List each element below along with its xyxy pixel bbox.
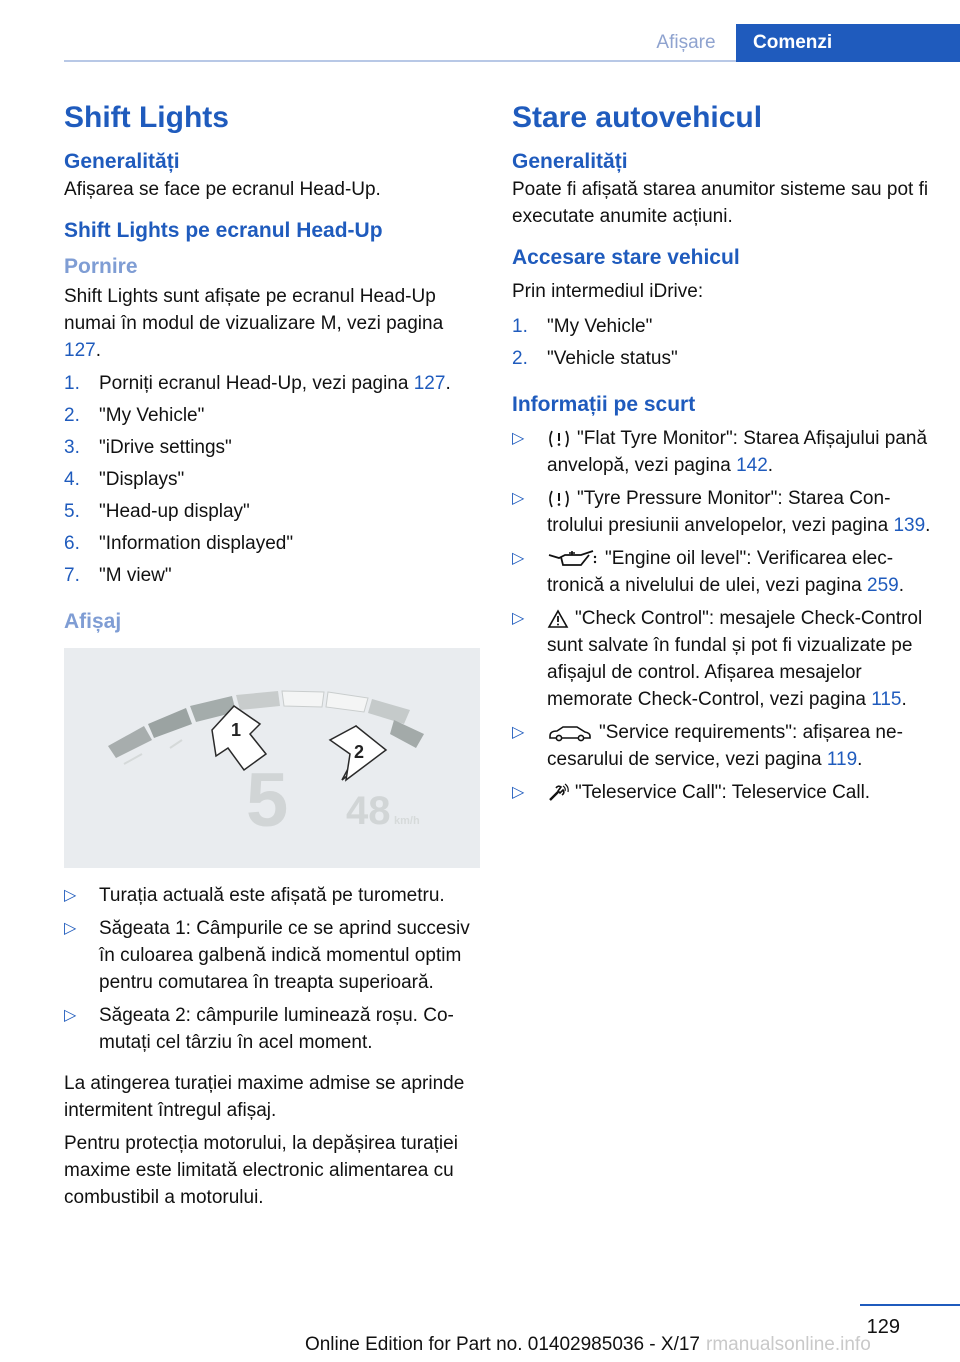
figure-bullets (64, 882, 484, 1062)
heading-general: Generalități (512, 150, 628, 173)
paragraph-max-rpm: La atingerea turației maxime admise se aprinde intermitent întregul afișaj. (64, 1073, 465, 1121)
step-text: "Vehicle status" (547, 348, 678, 369)
list-item (512, 485, 932, 545)
general-text: Afișarea se face pe ecranul Head-Up. (64, 179, 381, 200)
step-number: 2. (64, 405, 80, 426)
info-text: "Service requirements": afișarea necesarului de service, vezi pagina (547, 722, 903, 770)
step-text: Porniți ecranul Head-Up, vezi pagina (99, 373, 414, 394)
start-text-end: . (95, 340, 101, 361)
speed-unit: km/h (394, 815, 420, 827)
heading-general: Generalități (64, 150, 180, 173)
shift-lights-illustration (64, 648, 480, 868)
tab-comenzi[interactable] (736, 24, 960, 62)
tab-afisare[interactable]: Afișare (656, 32, 716, 53)
list-item (64, 1002, 484, 1062)
general-text: Poate fi afișată starea anumitor sisteme sau pot fi executate anumite acțiuni. (512, 179, 929, 227)
bullet-triangle-icon: ▷ (512, 784, 525, 801)
page-link-142[interactable]: 142 (736, 455, 768, 476)
speed-value: 48 (346, 789, 391, 833)
list-item (64, 530, 484, 562)
tab-comenzi-label: Comenzi (753, 32, 833, 53)
step-number: 6. (64, 533, 80, 554)
info-text-end: . (925, 515, 931, 536)
gear-number: 5 (246, 758, 289, 843)
car-service-icon (547, 723, 593, 743)
page-link-119[interactable]: 119 (826, 749, 858, 770)
info-text-end: . (857, 749, 863, 770)
arrow-1-label: 1 (231, 720, 242, 740)
list-item (512, 425, 932, 485)
heading-start: Pornire (64, 255, 138, 278)
access-text: Prin intermediul iDrive: (512, 281, 704, 302)
page-link-127[interactable]: 127 (64, 340, 96, 361)
page-link-139[interactable]: 139 (893, 515, 926, 536)
page-number: 129 (866, 1316, 900, 1338)
step-text: "Displays" (99, 469, 185, 490)
step-number: 2. (512, 348, 528, 369)
step-text: "My Vehicle" (99, 405, 205, 426)
bullet-triangle-icon: ▷ (512, 430, 525, 447)
step-number: 7. (64, 565, 80, 586)
bullet-text: Săgeata 1: Câmpurile ce se aprind succesiv în culoarea galbenă indică momentul optim pentru comutarea în treapta superioară. (99, 918, 470, 993)
list-item (512, 605, 932, 719)
step-text: "Head-up display" (99, 501, 250, 522)
bullet-triangle-icon: ▷ (512, 490, 525, 507)
arrow-2 (330, 726, 386, 780)
list-item (512, 719, 932, 779)
info-text-end: . (898, 575, 905, 596)
page-link-127[interactable]: 127 (413, 373, 446, 394)
tyre-warning-icon (547, 429, 571, 449)
left-column (64, 98, 484, 1217)
info-text: "Tyre Pressure Monitor": Starea Controlului presiunii anvelopelor, vezi pagina (547, 488, 894, 536)
step-text-end: . (445, 373, 451, 394)
heading-info: Informații pe scurt (512, 393, 696, 416)
heading-access-status: Accesare stare vehicul (512, 246, 740, 269)
shift-lights-figure (64, 648, 480, 868)
bullet-text: Turația actuală este afișată pe turometru. (99, 885, 445, 906)
bullet-triangle-icon: ▷ (64, 887, 77, 904)
list-item (64, 370, 484, 402)
list-item (64, 434, 484, 466)
step-text: "iDrive settings" (99, 437, 232, 458)
info-text: "Engine oil level": Verificarea electronică a nivelului de ulei, vezi pagina (547, 548, 894, 596)
list-item (64, 882, 484, 915)
right-column (512, 98, 932, 820)
paragraph-engine-protection: Pentru protecția motorului, la depășirea turației maxime este limitată electronic alimentarea cu combustibil a motorului. (64, 1133, 458, 1208)
info-text-end: . (901, 689, 907, 710)
list-item (512, 779, 932, 812)
arrow-2-label: 2 (354, 742, 365, 762)
info-text-end: . (767, 455, 774, 476)
tyre-pressure-icon (547, 489, 571, 509)
bullet-triangle-icon: ▷ (512, 610, 525, 627)
oil-can-icon (547, 549, 599, 569)
step-text: "My Vehicle" (547, 316, 653, 337)
bullet-triangle-icon: ▷ (512, 724, 525, 741)
step-text: "M view" (99, 565, 172, 586)
list-item (64, 402, 484, 434)
list-item (512, 313, 932, 345)
info-text: "Teleservice Call": Teleservice Call. (575, 782, 871, 803)
info-list (512, 425, 932, 812)
start-text (64, 283, 484, 364)
bullet-triangle-icon: ▷ (64, 920, 77, 937)
list-item (512, 545, 932, 605)
watermark-text: rmanualsonline.info (706, 1334, 871, 1355)
page-link-115[interactable]: 115 (871, 689, 902, 710)
bullet-triangle-icon: ▷ (64, 1007, 77, 1024)
list-item (64, 915, 484, 1002)
heading-hud: Shift Lights pe ecranul Head-Up (64, 219, 383, 242)
warning-triangle-icon (547, 609, 569, 629)
list-item (64, 498, 484, 530)
heading-display: Afișaj (64, 610, 122, 633)
start-text-body: Shift Lights sunt afișate pe ecranul Head-Up numai în modul de vizualizare M, vezi pagina (64, 286, 444, 334)
info-text: "Flat Tyre Monitor": Starea Afișajului pană anvelopă, vezi pagina (547, 428, 928, 476)
list-item (64, 562, 484, 594)
steps-list (64, 370, 484, 594)
info-text: "Check Control": mesajele Check-Control sunt salvate în fundal și pot fi vizualizate pe afișajul de control. Afișarea mesajelor memorate Check-Control, vezi pagina (547, 608, 923, 710)
bullet-triangle-icon: ▷ (512, 550, 525, 567)
bullet-text: Săgeata 2: câmpurile luminează roșu. Comutați cel târziu în acel moment. (99, 1005, 454, 1053)
step-number: 3. (64, 437, 80, 458)
access-steps (512, 313, 932, 377)
step-number: 1. (512, 316, 528, 337)
step-text: "Information displayed" (99, 533, 294, 554)
edition-text: Online Edition for Part no. 01402985036 - X/17 (304, 1334, 700, 1355)
header-rule (64, 60, 736, 62)
page-link-259[interactable]: 259 (867, 575, 899, 596)
section-title-vehicle-status: Stare autovehicul (512, 101, 763, 134)
footer-rule (860, 1304, 960, 1306)
list-item (512, 345, 932, 377)
step-number: 5. (64, 501, 80, 522)
section-title-shift-lights: Shift Lights (64, 101, 229, 134)
list-item (64, 466, 484, 498)
wrench-call-icon (547, 783, 569, 803)
step-number: 4. (64, 469, 80, 490)
step-number: 1. (64, 373, 80, 394)
